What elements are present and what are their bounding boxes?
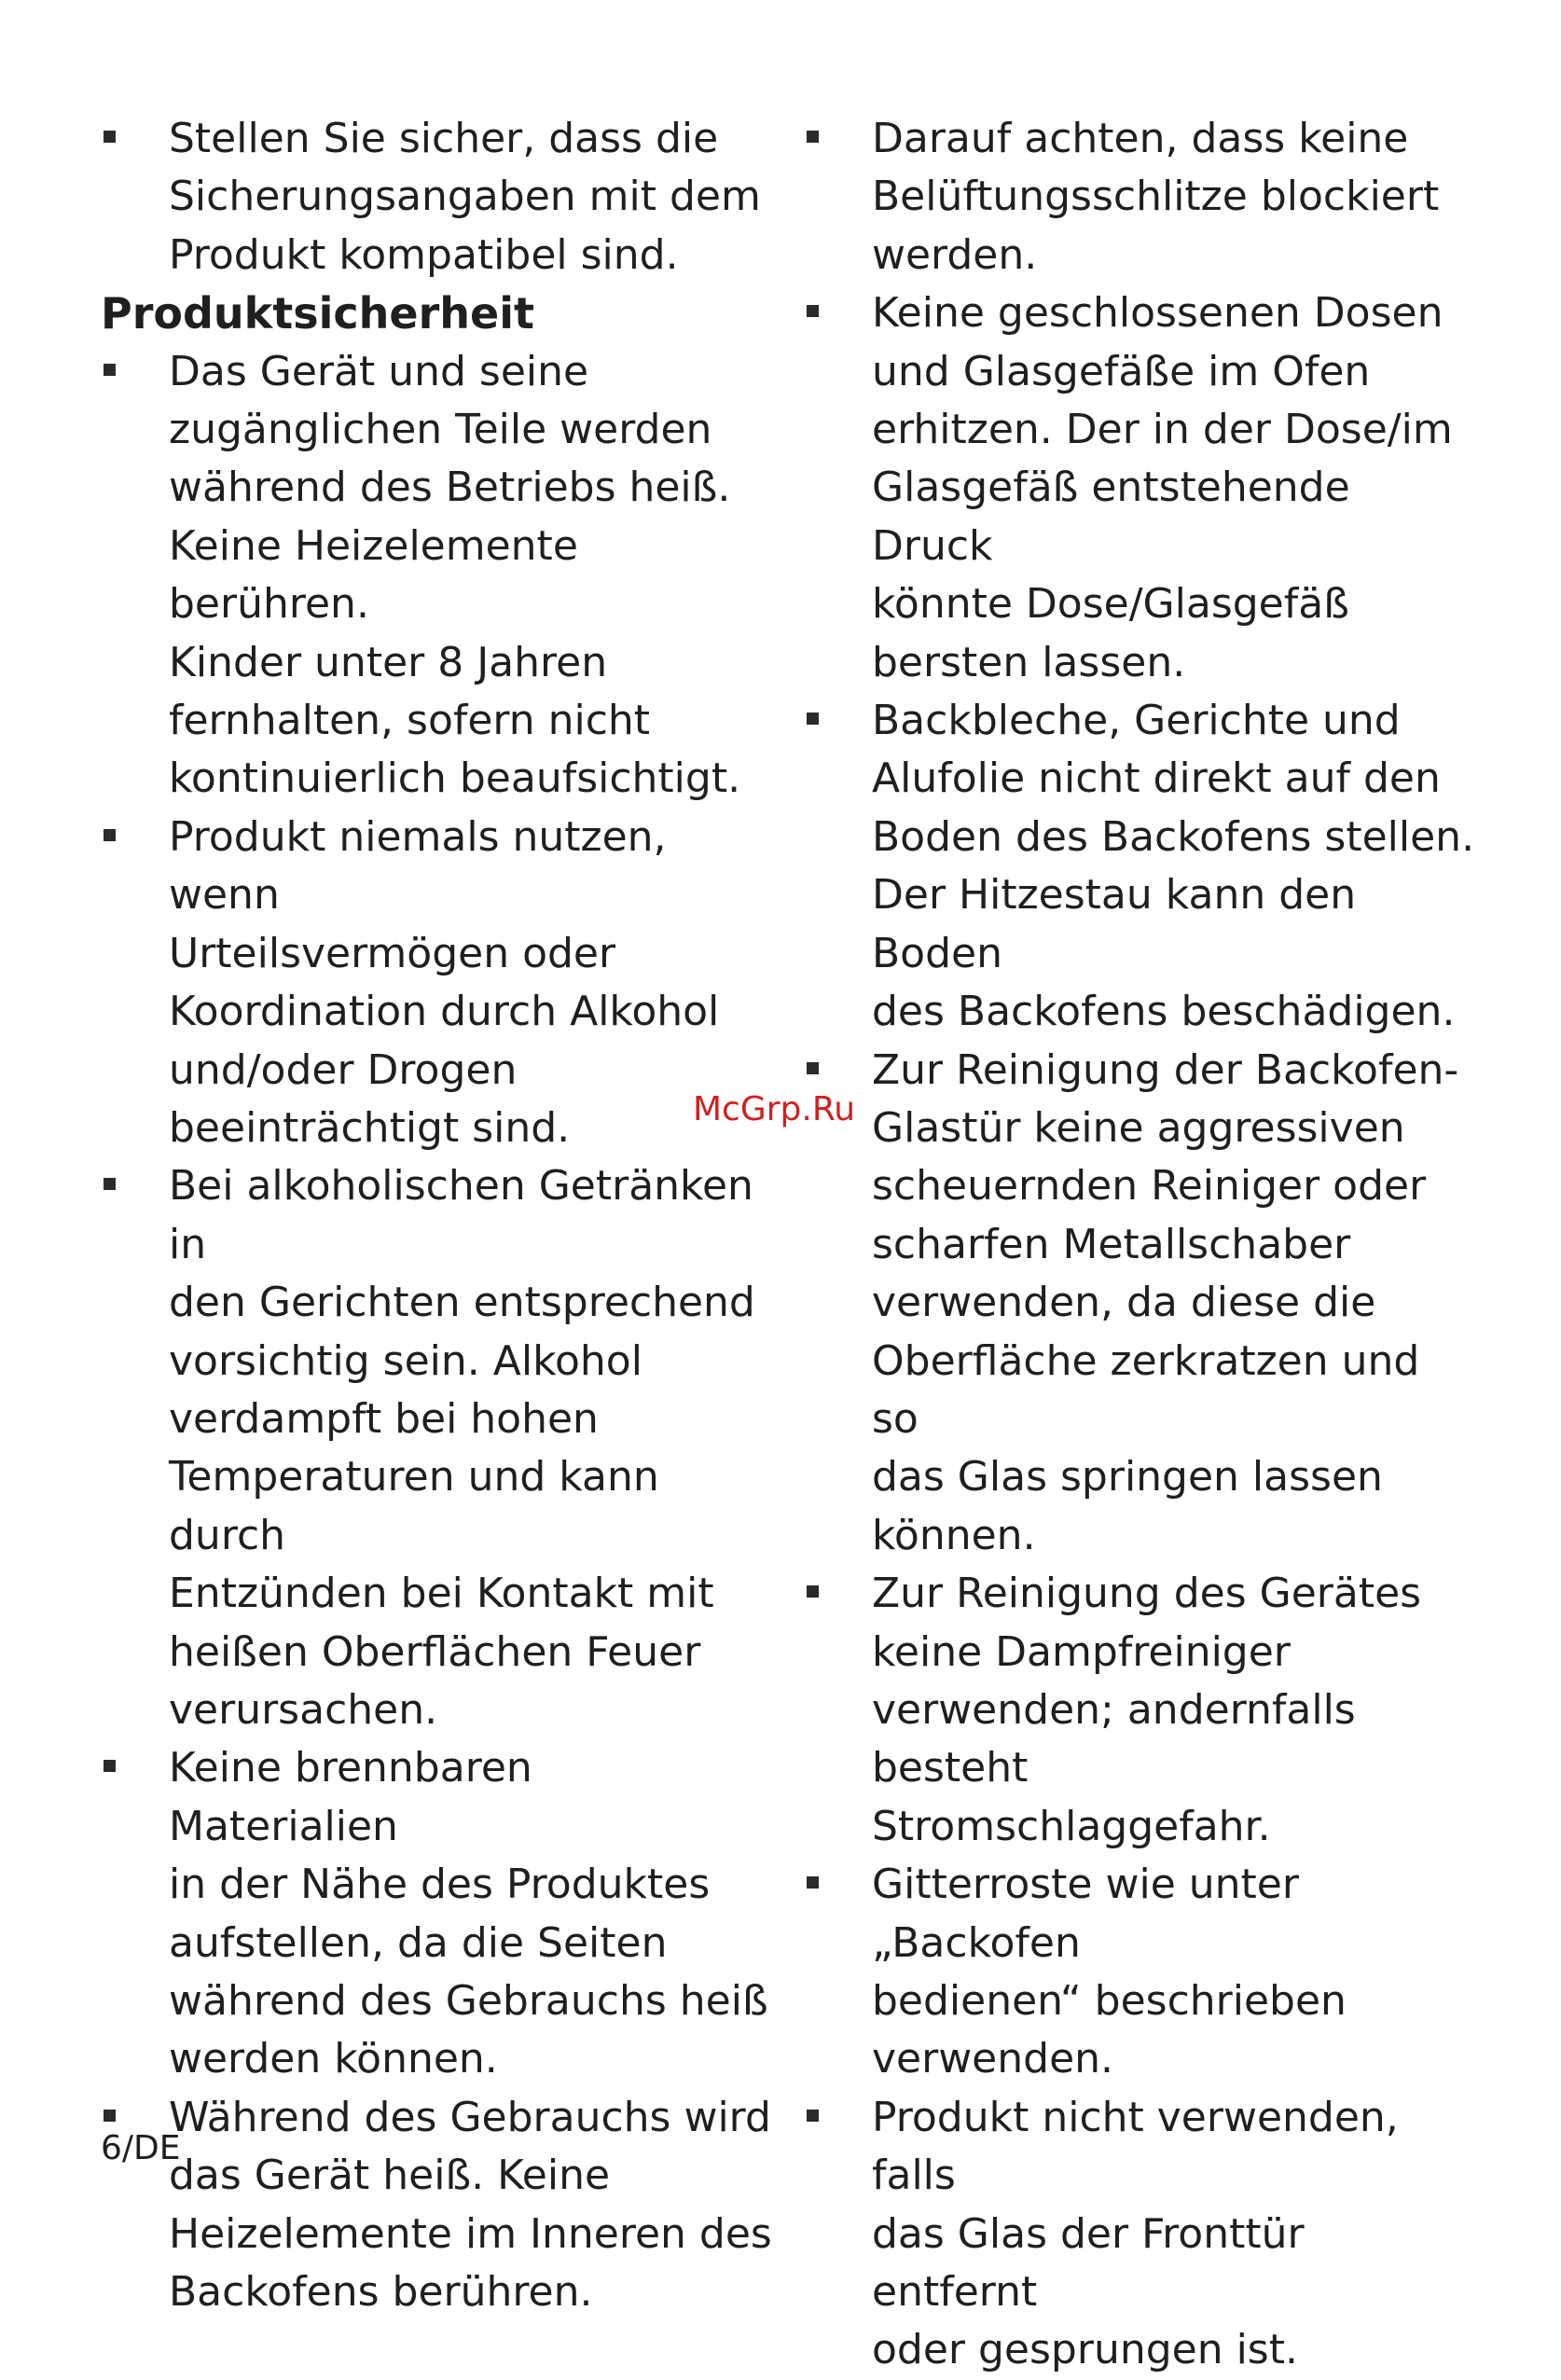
bullet-icon	[104, 1760, 116, 1772]
bullet-icon	[807, 2110, 819, 2122]
list-item-text: Das Gerät und seine zugänglichen Teile werden während des Betriebs heiß. Keine Heizelemente berühren. Kinder unter 8 Jahren fernhalten, sofern nicht kontinuierlich beaufsichtigt.	[169, 347, 741, 803]
bullet-icon	[807, 305, 819, 317]
list-item-text: Keine brennbaren Materialien in der Nähe des Produktes aufstellen, da die Seiten während des Gebrauchs heiß werden können.	[169, 1744, 768, 2083]
list-item-text: Produkt nicht verwenden, falls das Glas der Fronttür entfernt oder gesprungen ist.	[872, 2093, 1399, 2374]
bullet-icon	[807, 131, 819, 143]
bullet-icon	[807, 713, 819, 725]
list-item	[804, 284, 1475, 692]
list-item-text: Backbleche, Gerichte und Alufolie nicht direkt auf den Boden des Backofens stellen. Der Hitzestau kann den Boden des Backofens beschädigen.	[872, 697, 1475, 1036]
list-item	[101, 1157, 772, 1739]
bullet-icon	[104, 364, 116, 376]
list-item-text: Während des Gebrauchs wird das Gerät heiß. Keine Heizelemente im Inneren des Backofens berühren.	[169, 2093, 772, 2317]
bullet-icon	[104, 1178, 116, 1190]
page-number: 6/DE	[101, 2129, 181, 2167]
watermark: McGrp.Ru	[693, 1090, 856, 1128]
bullet-icon	[104, 131, 116, 143]
list-item-text: Zur Reinigung der Backofen- Glastür keine aggressiven scheuernden Reiniger oder scharfen Metallschaber verwenden, da diese die Oberfläche zerkratzen und so das Glas springen lassen können.	[872, 1045, 1459, 1559]
bullet-icon	[104, 2110, 116, 2122]
list-item-text: Gitterroste wie unter „Backofen bedienen“ beschrieben verwenden.	[872, 1861, 1347, 2083]
list-item	[804, 2089, 1475, 2380]
list-item	[804, 1565, 1475, 1856]
list-item	[804, 1856, 1475, 2089]
list-item	[804, 692, 1475, 1041]
bullet-icon	[807, 1876, 819, 1889]
list-item-text: Produkt niemals nutzen, wenn Urteilsvermögen oder Koordination durch Alkohol und/oder Drogen beeinträchtigt sind.	[169, 812, 720, 1152]
right-column	[804, 110, 1475, 2380]
list-item	[101, 1739, 772, 2088]
list-item-text: Bei alkoholischen Getränken in den Gerichten entsprechend vorsichtig sein. Alkohol verdampft bei hohen Temperaturen und kann durch Entzünden bei Kontakt mit heißen Oberflächen Feuer verursachen.	[169, 1162, 755, 1734]
bullet-icon	[807, 1062, 819, 1074]
list-item-text: Zur Reinigung des Gerätes keine Dampfreiniger verwenden; andernfalls besteht Stromschlaggefahr.	[872, 1570, 1422, 1850]
list-item-text: Keine geschlossenen Dosen und Glasgefäße im Ofen erhitzen. Der in der Dose/im Glasgefäß entstehende Druck könnte Dose/Glasgefäß bersten lassen.	[872, 289, 1453, 686]
bullet-icon	[104, 829, 116, 841]
list-item	[101, 343, 772, 809]
list-item	[101, 2089, 772, 2322]
list-item	[101, 809, 772, 1157]
list-item-text: Stellen Sie sicher, dass die Sicherungsangaben mit dem Produkt kompatibel sind.	[169, 115, 761, 279]
list-item	[101, 110, 772, 284]
left-column	[101, 110, 772, 2321]
list-item-text: Darauf achten, dass keine Belüftungsschlitze blockiert werden.	[872, 115, 1440, 279]
section-heading: Produktsicherheit	[101, 288, 535, 339]
list-item	[804, 110, 1475, 284]
bullet-icon	[807, 1585, 819, 1598]
list-item	[804, 1042, 1475, 1566]
